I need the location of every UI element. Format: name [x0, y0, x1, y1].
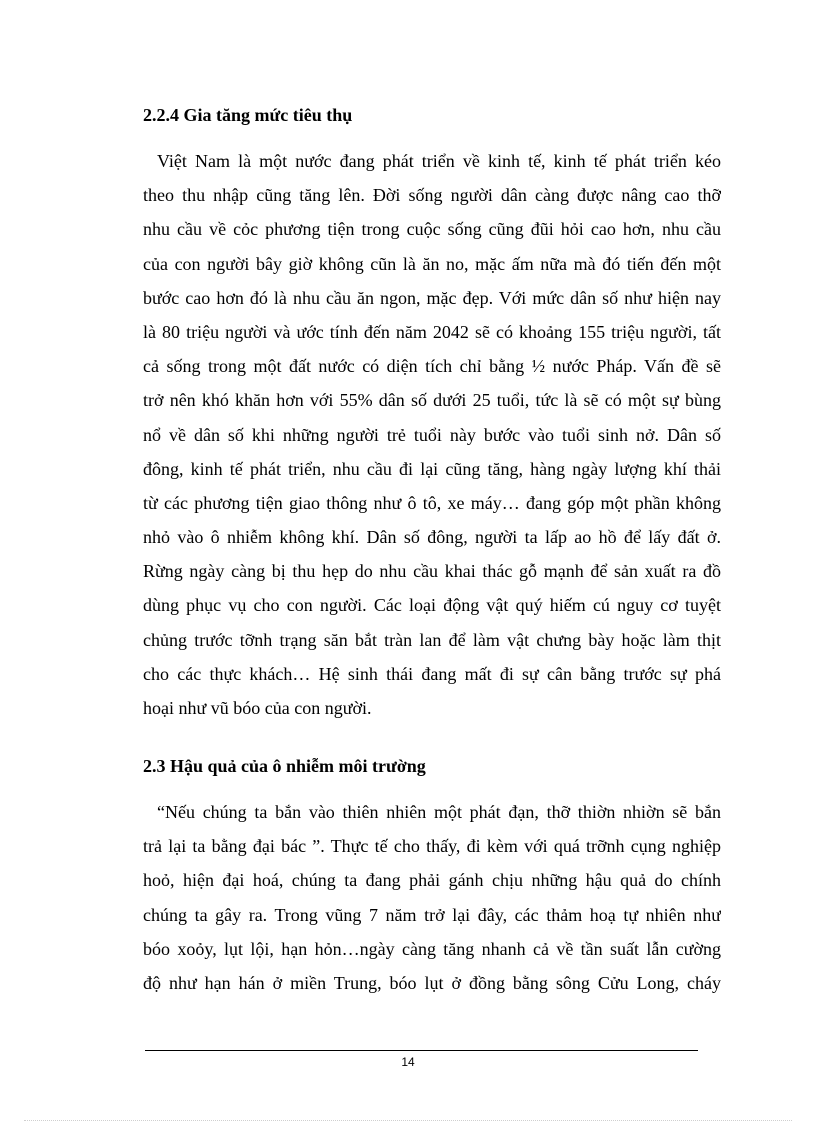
text-line: hoỏ, hiện đại hoá, chúng ta đang phải gánh chịu những hậu quả do chính: [143, 870, 721, 891]
text-line: “Nếu chúng ta bắn vào thiên nhiên một phát đạn, thỡ thiờn nhiờn sẽ bắn: [157, 802, 721, 822]
page-bottom-border: [24, 1120, 792, 1121]
text-line: cả sống trong một đất nước có diện tích chỉ bằng ½ nước Pháp. Vấn đề sẽ: [143, 356, 721, 377]
text-line: Rừng ngày càng bị thu hẹp do nhu cầu khai thác gỗ mạnh để sản xuất ra đồ: [143, 561, 721, 582]
paragraph-consequences: [143, 795, 721, 1000]
text-line: Việt Nam là một nước đang phát triển về kinh tế, kinh tế phát triển kéo: [157, 151, 721, 171]
page-number: 14: [401, 1055, 415, 1069]
text-line: nhu cầu về cỏc phương tiện trong cuộc sống cũng đũi hỏi cao hơn, nhu cầu: [143, 219, 721, 240]
text-line: của con người bây giờ không cũn là ăn no, mặc ấm nữa mà đó tiến đến một: [143, 253, 721, 274]
text-line: dùng phục vụ cho con người. Các loại động vật quý hiếm cú nguy cơ tuyệt: [143, 595, 721, 616]
text-line: theo thu nhập cũng tăng lên. Đời sống người dân càng được nâng cao thỡ: [143, 185, 721, 206]
text-line: nhỏ vào ô nhiễm không khí. Dân số đông, người ta lấp ao hồ để lấy đất ở.: [143, 527, 721, 548]
text-line: độ như hạn hán ở miền Trung, bóo lụt ở đồng bằng sông Cửu Long, cháy: [143, 972, 721, 993]
footer-divider: [145, 1050, 698, 1051]
text-line: nổ về dân số khi những người trẻ tuổi này bước vào tuổi sinh nở. Dân số: [143, 424, 721, 445]
text-line: bóo xoỏy, lụt lội, hạn hỏn…ngày càng tăng nhanh cả về tần suất lẫn cường: [143, 938, 721, 959]
text-line: bước cao hơn đó là nhu cầu ăn ngon, mặc đẹp. Với mức dân số như hiện nay: [143, 287, 721, 308]
text-line: đông, kinh tế phát triển, nhu cầu đi lại cũng tăng, hàng ngày lượng khí thải: [143, 458, 721, 479]
text-line: chủng trước tỡnh trạng săn bắt tràn lan để làm vật chưng bày hoặc làm thịt: [143, 629, 721, 650]
text-line: chúng ta gây ra. Trong vũng 7 năm trở lại đây, các thảm hoạ tự nhiên như: [143, 904, 721, 925]
paragraph-increase-consumption: [143, 144, 721, 725]
text-line: trả lại ta bằng đại bác ”. Thực tế cho thấy, đi kèm với quá trỡnh cụng nghiệp: [143, 836, 721, 857]
section-heading-2-2-4: 2.2.4 Gia tăng mức tiêu thụ: [143, 105, 353, 125]
section-heading-2-3: 2.3 Hậu quả của ô nhiễm môi trường: [143, 756, 426, 776]
text-line: từ các phương tiện giao thông như ô tô, xe máy… đang góp một phần không: [143, 492, 721, 513]
text-line: trở nên khó khăn hơn với 55% dân số dưới 25 tuổi, tức là sẽ có một sự bùng: [143, 390, 721, 411]
text-line: hoại như vũ bóo của con người.: [143, 698, 372, 718]
text-line: cho các thực khách… Hệ sinh thái đang mất đi sự cân bằng trước sự phá: [143, 663, 721, 684]
text-line: là 80 triệu người và ước tính đến năm 2042 sẽ có khoảng 155 triệu người, tất: [143, 321, 721, 342]
